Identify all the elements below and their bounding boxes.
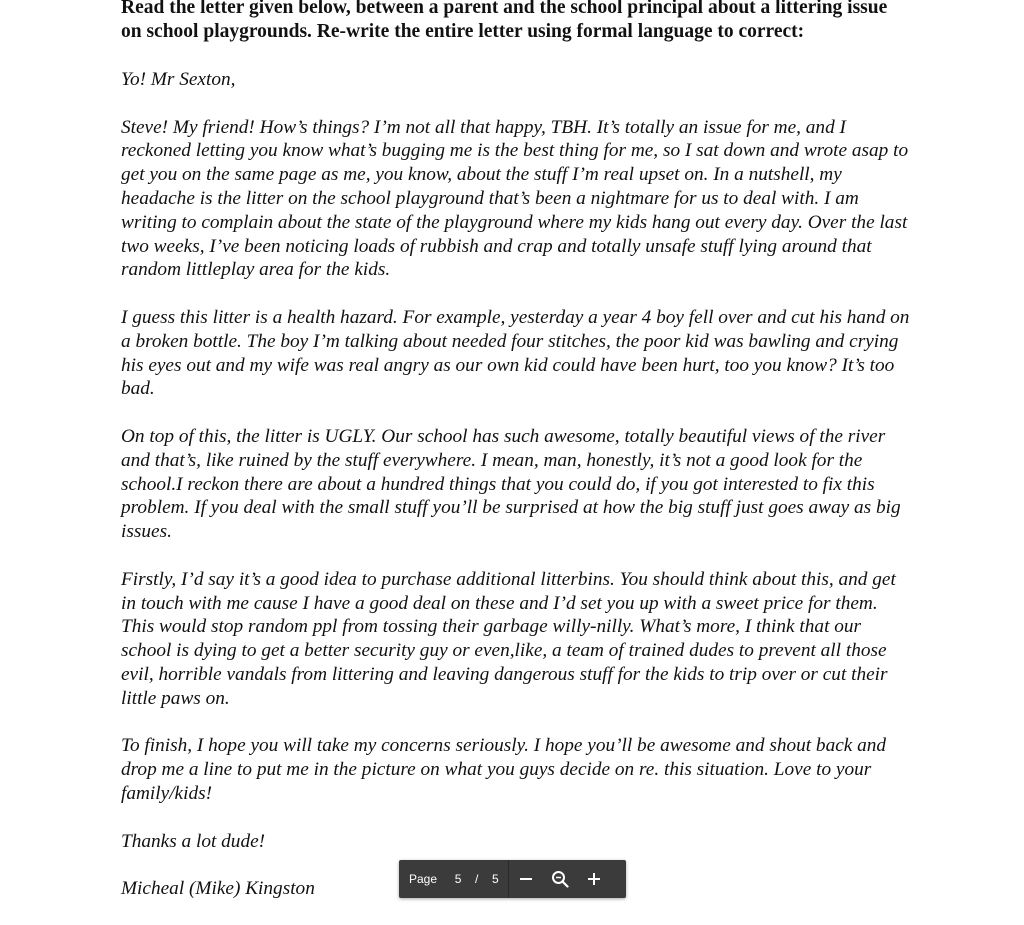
letter-paragraph: I guess this litter is a health hazard. For example, yesterday a year 4 boy fell over and cut his hand on a broken bottle. The boy I’m talking about needed four stitches, the poor kid was bawling and crying his eyes out and my wife was real angry as our own kid could have been hurt, too you know? It’s too bad. bbox=[121, 306, 910, 400]
zoom-out-button[interactable] bbox=[509, 860, 543, 898]
total-pages: 5 bbox=[492, 872, 499, 886]
letter-paragraph: Steve! My friend! How’s things? I’m not all that happy, TBH. It’s totally an issue for me, and I reckoned letting you know what’s bugging me is the best thing for me, so I sat down and wrote asap to get you on the same page as me, you know, about the stuff I’m real upset on. In a nutshell, my headache is the litter on the school playground that’s been a nightmare for us to deal with. I am writing to complain about the state of the playground where my kids hang out every day. Over the last two weeks, I’ve been noticing loads of rubbish and crap and totally unsafe stuff lying around that random littleplay area for the kids. bbox=[121, 116, 909, 281]
page-indicator bbox=[399, 860, 509, 898]
zoom-in-button[interactable] bbox=[577, 860, 611, 898]
current-page-input[interactable]: 5 bbox=[454, 872, 462, 886]
plus-icon bbox=[587, 872, 601, 886]
letter-signature: Micheal (Mike) Kingston bbox=[121, 878, 315, 900]
zoom-button[interactable] bbox=[543, 860, 577, 898]
letter-body bbox=[121, 68, 911, 901]
letter-greeting: Yo! Mr Sexton, bbox=[121, 69, 236, 90]
letter-closing: Thanks a lot dude! bbox=[121, 830, 266, 852]
page-label: Page bbox=[409, 872, 438, 886]
letter-paragraph: Firstly, I’d say it’s a good idea to purchase additional litterbins. You should think about this, and get in touch with me cause I have a good deal on these and I’d set you up with a sweet price for them. This would stop random ppl from tossing their garbage willy-nilly. What’s more, I think that our school is dying to get a better security guy or even,like, a team of trained dudes to prevent all those evil, horrible vandals from littering and leaving dangerous stuff for the kids to trip over or cut their little paws on. bbox=[121, 568, 896, 709]
instruction-heading: Read the letter given below, between a parent and the school principal about a littering issue on school playgrounds. Re-write the entire letter using formal language to correct: bbox=[121, 0, 888, 42]
page-separator: / bbox=[475, 872, 479, 886]
letter-paragraph: To finish, I hope you will take my concerns seriously. I hope you’ll be awesome and shout back and drop me a line to put me in the picture on what you guys decide on re. this situation. Love to your family/kids! bbox=[121, 735, 887, 804]
magnifier-icon bbox=[551, 870, 569, 888]
pdf-toolbar bbox=[399, 860, 626, 898]
minus-icon bbox=[519, 872, 533, 886]
document-page bbox=[121, 0, 911, 925]
letter-paragraph: On top of this, the litter is UGLY. Our school has such awesome, totally beautiful views of the river and that’s, like ruined by the stuff everywhere. I mean, man, honestly, it’s not a good look for the school.I reckon there are about a hundred things that you could do, if you got interested to fix this problem. If you deal with the small stuff you’ll be surprised at how the big stuff just goes away as big issues. bbox=[121, 425, 901, 543]
